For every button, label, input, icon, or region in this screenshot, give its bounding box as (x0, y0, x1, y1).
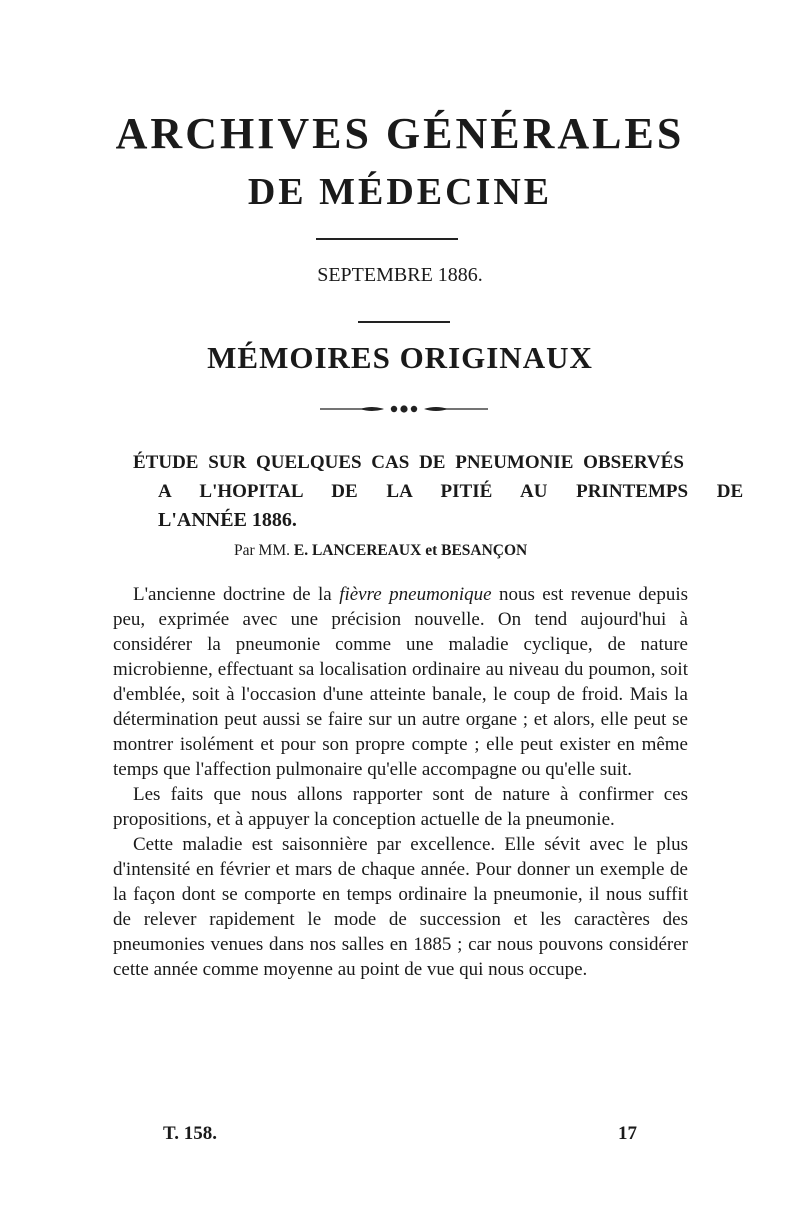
paragraph-text: L'ancienne doctrine de la (133, 584, 340, 605)
paragraph: Les faits que nous allons rapporter sont de nature à confirmer ces propositions, et à appuyer la conception actuelle de la pneumonie. (113, 784, 688, 830)
article-title-line2: A L'HOPITAL DE LA PITIÉ AU PRINTEMPS DE (158, 481, 744, 502)
italic-term: fièvre pneumonique (339, 584, 492, 605)
journal-title-line1: ARCHIVES GÉNÉRALES (115, 109, 685, 158)
byline-authors: E. LANCEREAUX et BESANÇON (293, 542, 528, 559)
issue-date: SEPTEMBRE 1886. (317, 264, 483, 286)
byline (234, 542, 527, 560)
byline-prefix: Par MM. (234, 542, 290, 559)
paragraph-text: nous est revenue depuis peu, exprimée avec une précision nouvelle. On tend aujourd'hui à considérer la pneumonie comme une maladie cyclique, de nature microbienne, effectuant sa localisation ordinaire au niveau du poumon, soit d'emblée, soit à l'occasion d'une atteinte banale, le coup de froid. Mais la détermination peut aussi se faire sur un autre organe ; et alors, elle peut se montrer isolément et pour son propre compte ; elle peut exister en même temps que l'affection pulmonaire qu'elle accompagne ou qu'elle suit. (113, 584, 689, 780)
article-title-line1: ÉTUDE SUR QUELQUES CAS DE PNEUMONIE OBSERVÉS (133, 452, 684, 473)
header-rule (316, 238, 458, 240)
section-title: MÉMOIRES ORIGINAUX (207, 340, 593, 375)
paragraph (113, 582, 688, 782)
signature-mark: 17 (618, 1123, 637, 1144)
article-body (113, 582, 688, 982)
ornament-divider (320, 404, 488, 414)
article-title-line3: L'ANNÉE 1886. (158, 509, 297, 531)
volume-number: T. 158. (163, 1123, 218, 1144)
section-rule (358, 321, 450, 323)
journal-title-line2: DE MÉDECINE (247, 171, 553, 213)
paragraph: Cette maladie est saisonnière par excellence. Elle sévit avec le plus d'intensité en février et mars de chaque année. Pour donner un exemple de la façon dont se comporte en temps ordinaire la pneumonie, il nous suffit de relever rapidement le mode de succession et les caractères des pneumonies venues dans nos salles en 1885 ; car nous pouvons considérer cette année comme moyenne au point de vue qui nous occupe. (113, 834, 688, 980)
